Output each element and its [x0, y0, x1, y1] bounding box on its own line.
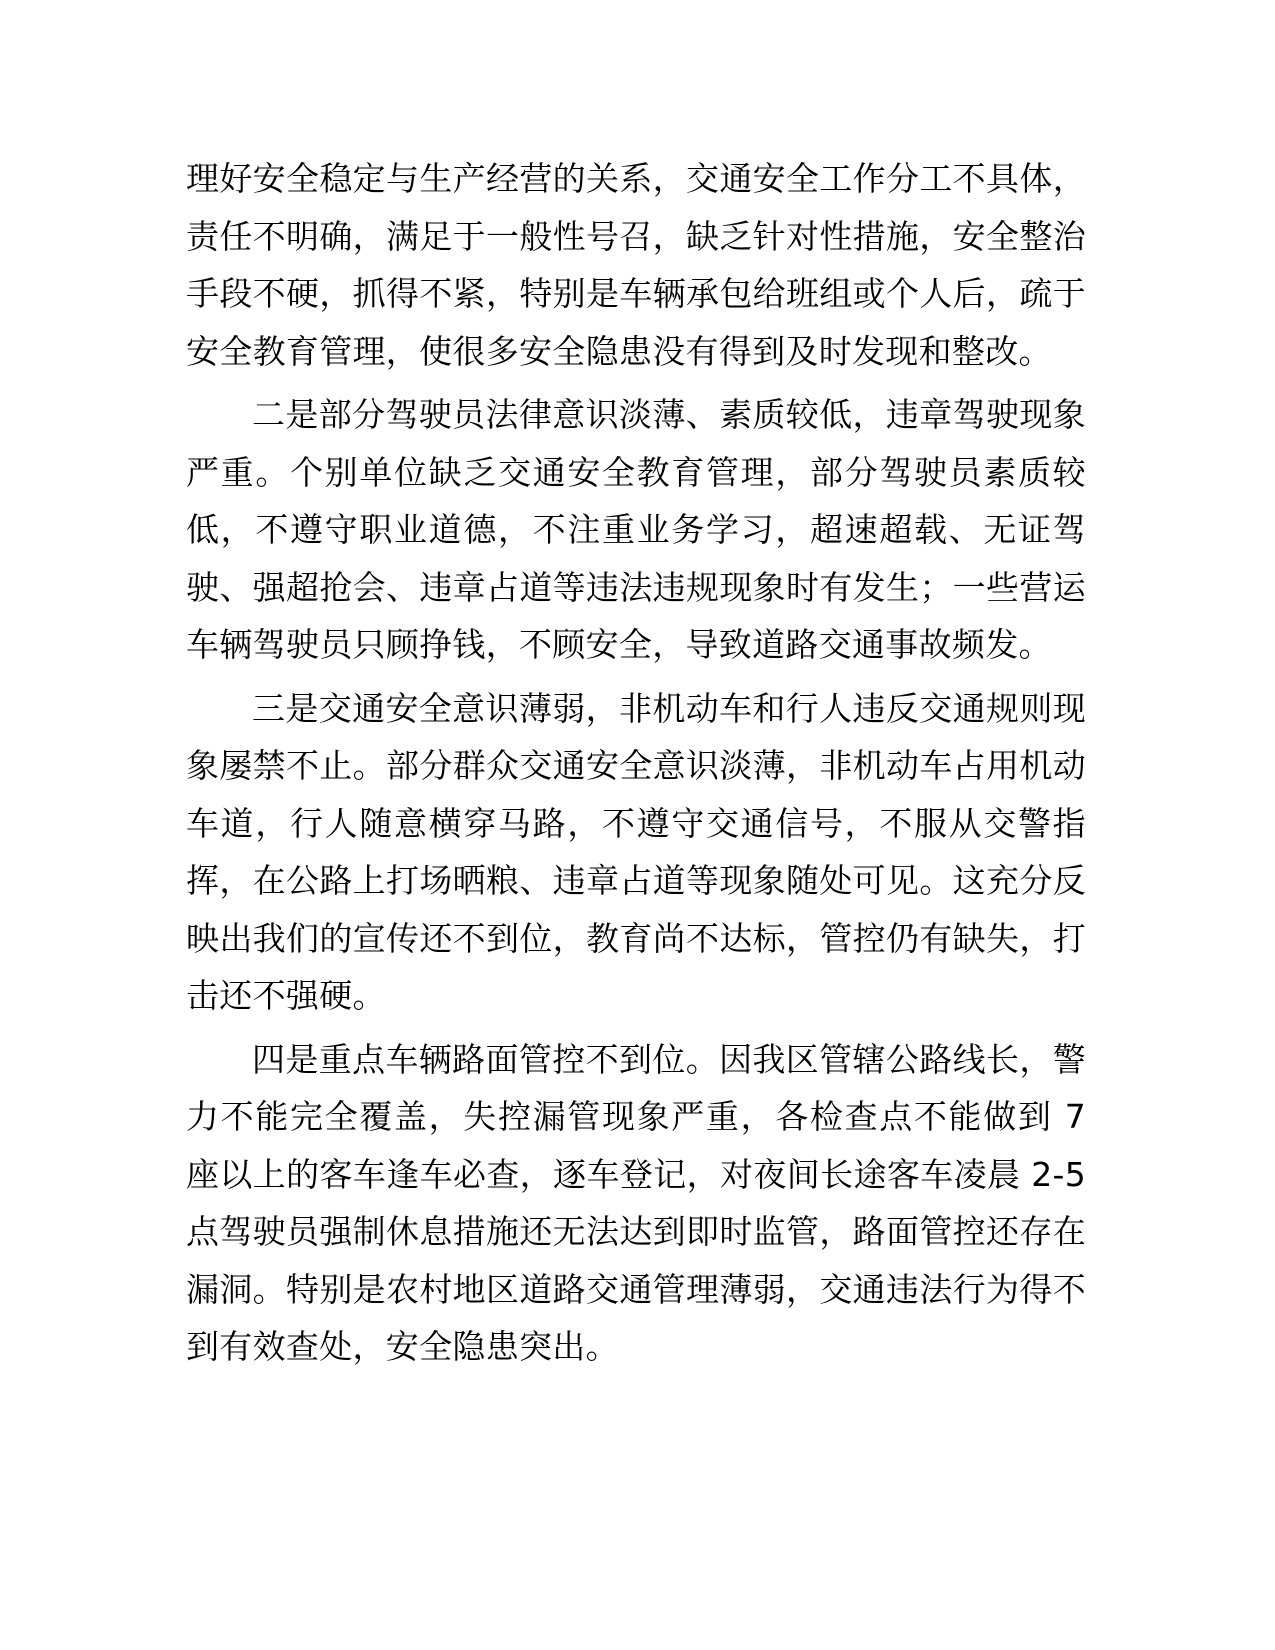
paragraph-continued: 理好安全稳定与生产经营的关系，交通安全工作分工不具体，责任不明确，满足于一般性号召，缺乏针对性措施，安全整治手段不硬，抓得不紧，特别是车辆承包给班组或个人后，疏于安全教育管理，使很多安全隐患没有得到及时发现和整改。	[186, 159, 1086, 371]
paragraph-four: 四是重点车辆路面管控不到位。因我区管辖公路线长，警力不能完全覆盖，失控漏管现象严重，各检查点不能做到 7 座以上的客车逢车必查，逐车登记，对夜间长途客车凌晨 2-5 点驾驶员强制休息措施还无法达到即时监管，路面管控还存在漏洞。特别是农村地区道路交通管理薄弱，交通违法行为得不到有效查处，安全隐患突出。	[186, 1039, 1086, 1366]
paragraph-three: 三是交通安全意识薄弱，非机动车和行人违反交通规则现象屡禁不止。部分群众交通安全意识淡薄，非机动车占用机动车道，行人随意横穿马路，不遵守交通信号，不服从交警指挥，在公路上打场晒粮、违章占道等现象随处可见。这充分反映出我们的宣传还不到位，教育尚不达标，管控仍有缺失，打击还不强硬。	[186, 688, 1086, 1015]
paragraph-two: 二是部分驾驶员法律意识淡薄、素质较低，违章驾驶现象严重。个别单位缺乏交通安全教育管理，部分驾驶员素质较低，不遵守职业道德，不注重业务学习，超速超载、无证驾驶、强超抢会、违章占道等违法违规现象时有发生；一些营运车辆驾驶员只顾挣钱，不顾安全，导致道路交通事故频发。	[186, 395, 1086, 664]
body-text	[186, 150, 1086, 1382]
